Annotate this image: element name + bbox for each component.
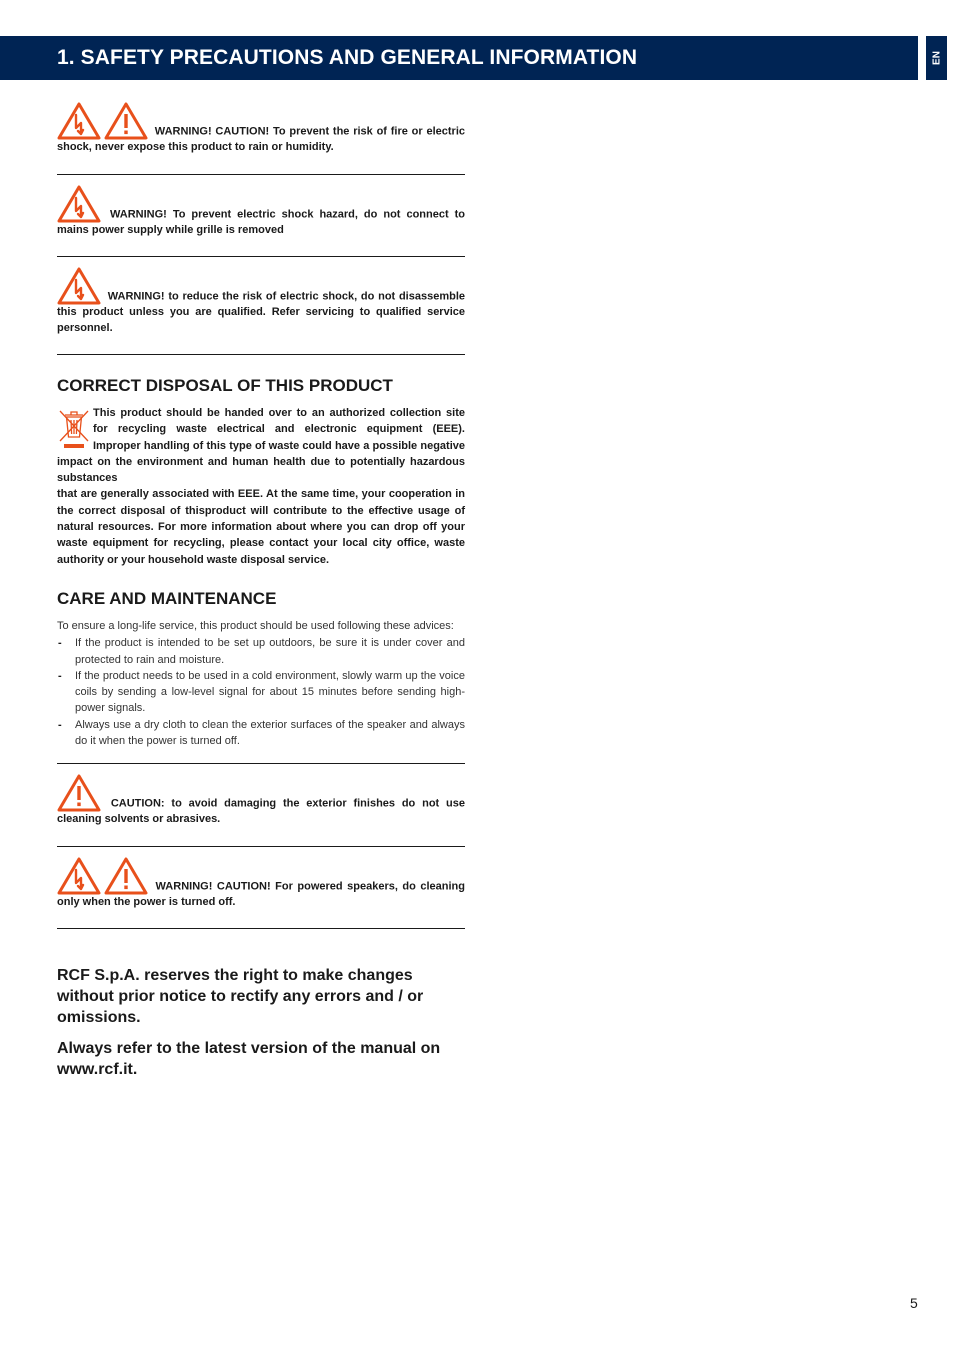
electric-hazard-icon — [57, 185, 101, 223]
manual-version-notice: Always refer to the latest version of the manual on www.rcf.it. — [57, 1040, 441, 1079]
exclamation-warning-icon — [104, 102, 148, 140]
main-column — [57, 102, 465, 1090]
caution-text: WARNING! CAUTION! For powered speakers, do cleaning only when the power is turned off. — [57, 880, 465, 908]
disposal-paragraph-1: This product should be handed over to an authorized collection site for recycling waste electrical and electronic equipment (EEE). Improper handling of this type of waste could have a possible negative impact on the environment and human health due to potentially hazardous substances — [57, 407, 465, 485]
care-heading: CARE AND MAINTENANCE — [57, 588, 277, 608]
warning-block-1 — [57, 102, 465, 175]
warning-text: WARNING! CAUTION! To prevent the risk of fire or electric shock, never expose this product to rain or humidity. — [57, 125, 465, 153]
electric-hazard-icon — [57, 267, 101, 305]
exclamation-warning-icon — [57, 774, 101, 812]
language-label: EN — [931, 51, 942, 65]
page-number: 5 — [910, 1295, 918, 1311]
list-item: - If the product needs to be used in a cold environment, slowly warm up the voice coils by sending a low-level signal for about 15 minutes before sending high-power signals. — [57, 668, 465, 717]
rights-notice: RCF S.p.A. reserves the right to make changes without prior notice to rectify any errors and / or omissions. — [57, 967, 424, 1027]
warning-block-2 — [57, 185, 465, 258]
care-intro: To ensure a long-life service, this product should be used following these advices: — [57, 619, 454, 632]
care-list — [57, 635, 465, 749]
electric-hazard-icon — [57, 857, 101, 895]
language-tab[interactable] — [926, 36, 947, 80]
section-title: 1. SAFETY PRECAUTIONS AND GENERAL INFORMATION — [57, 46, 638, 69]
warning-text: WARNING! to reduce the risk of electric shock, do not disassemble this product unless you are qualified. Refer servicing to qualified service personnel. — [57, 290, 466, 334]
electric-hazard-icon — [57, 102, 101, 140]
divider — [57, 749, 465, 764]
caution-block-1 — [57, 774, 465, 847]
list-item: - If the product is intended to be set up outdoors, be sure it is under cover and protected to rain and moisture. — [57, 635, 465, 668]
caution-block-2 — [57, 857, 465, 930]
disposal-paragraph-2: that are generally associated with EEE. At the same time, your cooperation in the correct disposal of thisproduct will contribute to the effective usage of natural resources. For more information about where you can drop off your waste equipment for recycling, please contact your local city office, waste authority or your household waste disposal service. — [57, 488, 465, 566]
disposal-section — [57, 405, 465, 568]
warning-block-3 — [57, 267, 465, 355]
crossed-bin-icon — [57, 407, 91, 451]
caution-text: CAUTION: to avoid damaging the exterior finishes do not use cleaning solvents or abrasives. — [57, 797, 465, 826]
list-item: - Always use a dry cloth to clean the exterior surfaces of the speaker and always do it when the power is turned off. — [57, 717, 465, 750]
section-header-bar — [0, 36, 918, 80]
disposal-heading: CORRECT DISPOSAL OF THIS PRODUCT — [57, 376, 393, 395]
warning-text: WARNING! To prevent electric shock hazard, do not connect to mains power supply while grille is removed — [57, 208, 465, 236]
exclamation-warning-icon — [104, 857, 148, 895]
care-section — [57, 618, 465, 749]
